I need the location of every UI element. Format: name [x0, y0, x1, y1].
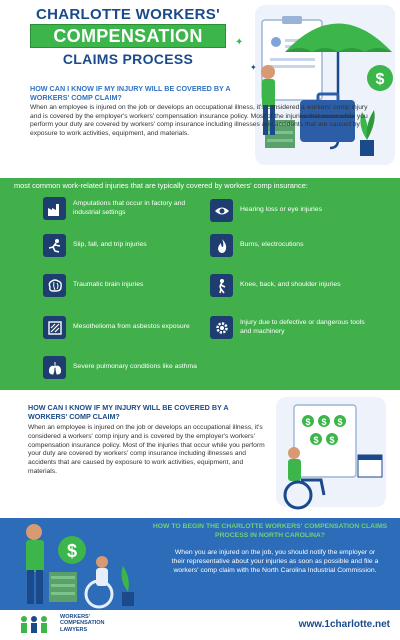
svg-text:$: $ — [313, 435, 319, 445]
website-link[interactable]: www.1charlotte.net — [298, 619, 390, 630]
injury-item — [43, 274, 208, 297]
title-line3: CLAIMS PROCESS — [62, 51, 194, 67]
injuries-title: most common work-related injuries that are typically covered by workers' comp insurance: — [14, 181, 308, 190]
svg-text:$: $ — [329, 435, 335, 445]
section2-body: When an employee is injured on the job or develops an occupational illness, it's considered a workers' comp injury and is covered by the employer's workers' compensation insurance policy. Most of the injuries that occur while you perform your duty are covered by workers' comp insurance including illnesses and accidents that are caused by exposure to work activities, equipment, and materials. — [28, 424, 265, 475]
injury-item — [210, 199, 375, 222]
svg-text:$: $ — [305, 417, 311, 427]
logo-line3: LAWYERS — [60, 626, 88, 633]
injury-item — [210, 316, 375, 339]
section1-question: HOW CAN I KNOW IF MY INJURY WILL BE COVERED BY A WORKERS' COMP CLAIM? — [30, 84, 231, 102]
logo-text — [60, 614, 130, 633]
brain-icon — [43, 274, 66, 297]
back-pain-icon — [210, 274, 233, 297]
section1-body: When an employee is injured on the job or develops an occupational illness, it's considered a workers' comp injury and is covered by the employer's workers' compensation insurance policy. Most of the injuries that occur while you perform your duty are covered by workers' comp insurance including illnesses and accidents that are caused by exposure to work activities, equipment, and materials. — [30, 104, 368, 137]
logo-icon — [16, 613, 56, 637]
lungs-icon — [43, 356, 66, 379]
injury-label: Burns, electrocutions — [240, 241, 304, 249]
gear-icon — [210, 316, 233, 339]
injury-item — [210, 234, 375, 257]
injury-item — [210, 274, 375, 297]
svg-text:✦: ✦ — [235, 37, 244, 48]
injury-label: Amputations that occur in factory and industrial settings — [73, 199, 186, 216]
svg-text:$: $ — [337, 417, 343, 427]
injury-label: Severe pulmonary conditions like asthma — [73, 363, 197, 371]
wheelchair-illustration — [266, 395, 396, 515]
fall-icon — [43, 234, 66, 257]
logo-line1: WORKERS' — [60, 614, 91, 620]
injury-label: Knee, back, and shoulder injuries — [240, 281, 341, 289]
injury-label: Slip, fall, and trip injuries — [73, 241, 147, 249]
section3-body: When you are injured on the job, you should notify the employer or their representative about your injuries as soon as possible and file a workers' comp claim with the North Carolina Industrial Commission. — [171, 549, 379, 574]
injury-label: Mesothelioma from asbestos exposure — [73, 323, 190, 331]
injury-item — [43, 356, 208, 379]
doctor-illustration — [4, 512, 154, 612]
injury-item — [43, 197, 208, 220]
svg-text:$: $ — [321, 417, 327, 427]
eye-icon — [210, 199, 233, 222]
section2-question: HOW CAN I KNOW IF MY INJURY WILL BE COVERED BY A WORKERS' COMP CLAIM? — [28, 403, 229, 421]
svg-text:$: $ — [375, 71, 385, 88]
injury-label: Hearing loss or eye injuries — [240, 206, 322, 214]
injury-item — [43, 316, 208, 339]
svg-text:✦: ✦ — [250, 63, 257, 72]
injury-label: Injury due to defective or dangerous tools and machinery — [240, 318, 365, 335]
logo-line2: COMPENSATION — [60, 620, 105, 627]
factory-icon — [43, 197, 66, 220]
injury-item — [43, 234, 208, 257]
svg-text:$: $ — [66, 541, 78, 561]
title-line1: CHARLOTTE WORKERS' — [36, 6, 220, 23]
injury-label: Traumatic brain injuries — [73, 281, 144, 289]
title-line2: COMPENSATION — [53, 26, 203, 46]
asbestos-icon — [43, 316, 66, 339]
burn-icon — [210, 234, 233, 257]
section3-question: HOW TO BEGIN THE CHARLOTTE WORKERS' COMPENSATION CLAIMS PROCESS IN NORTH CAROLINA? — [152, 523, 388, 539]
